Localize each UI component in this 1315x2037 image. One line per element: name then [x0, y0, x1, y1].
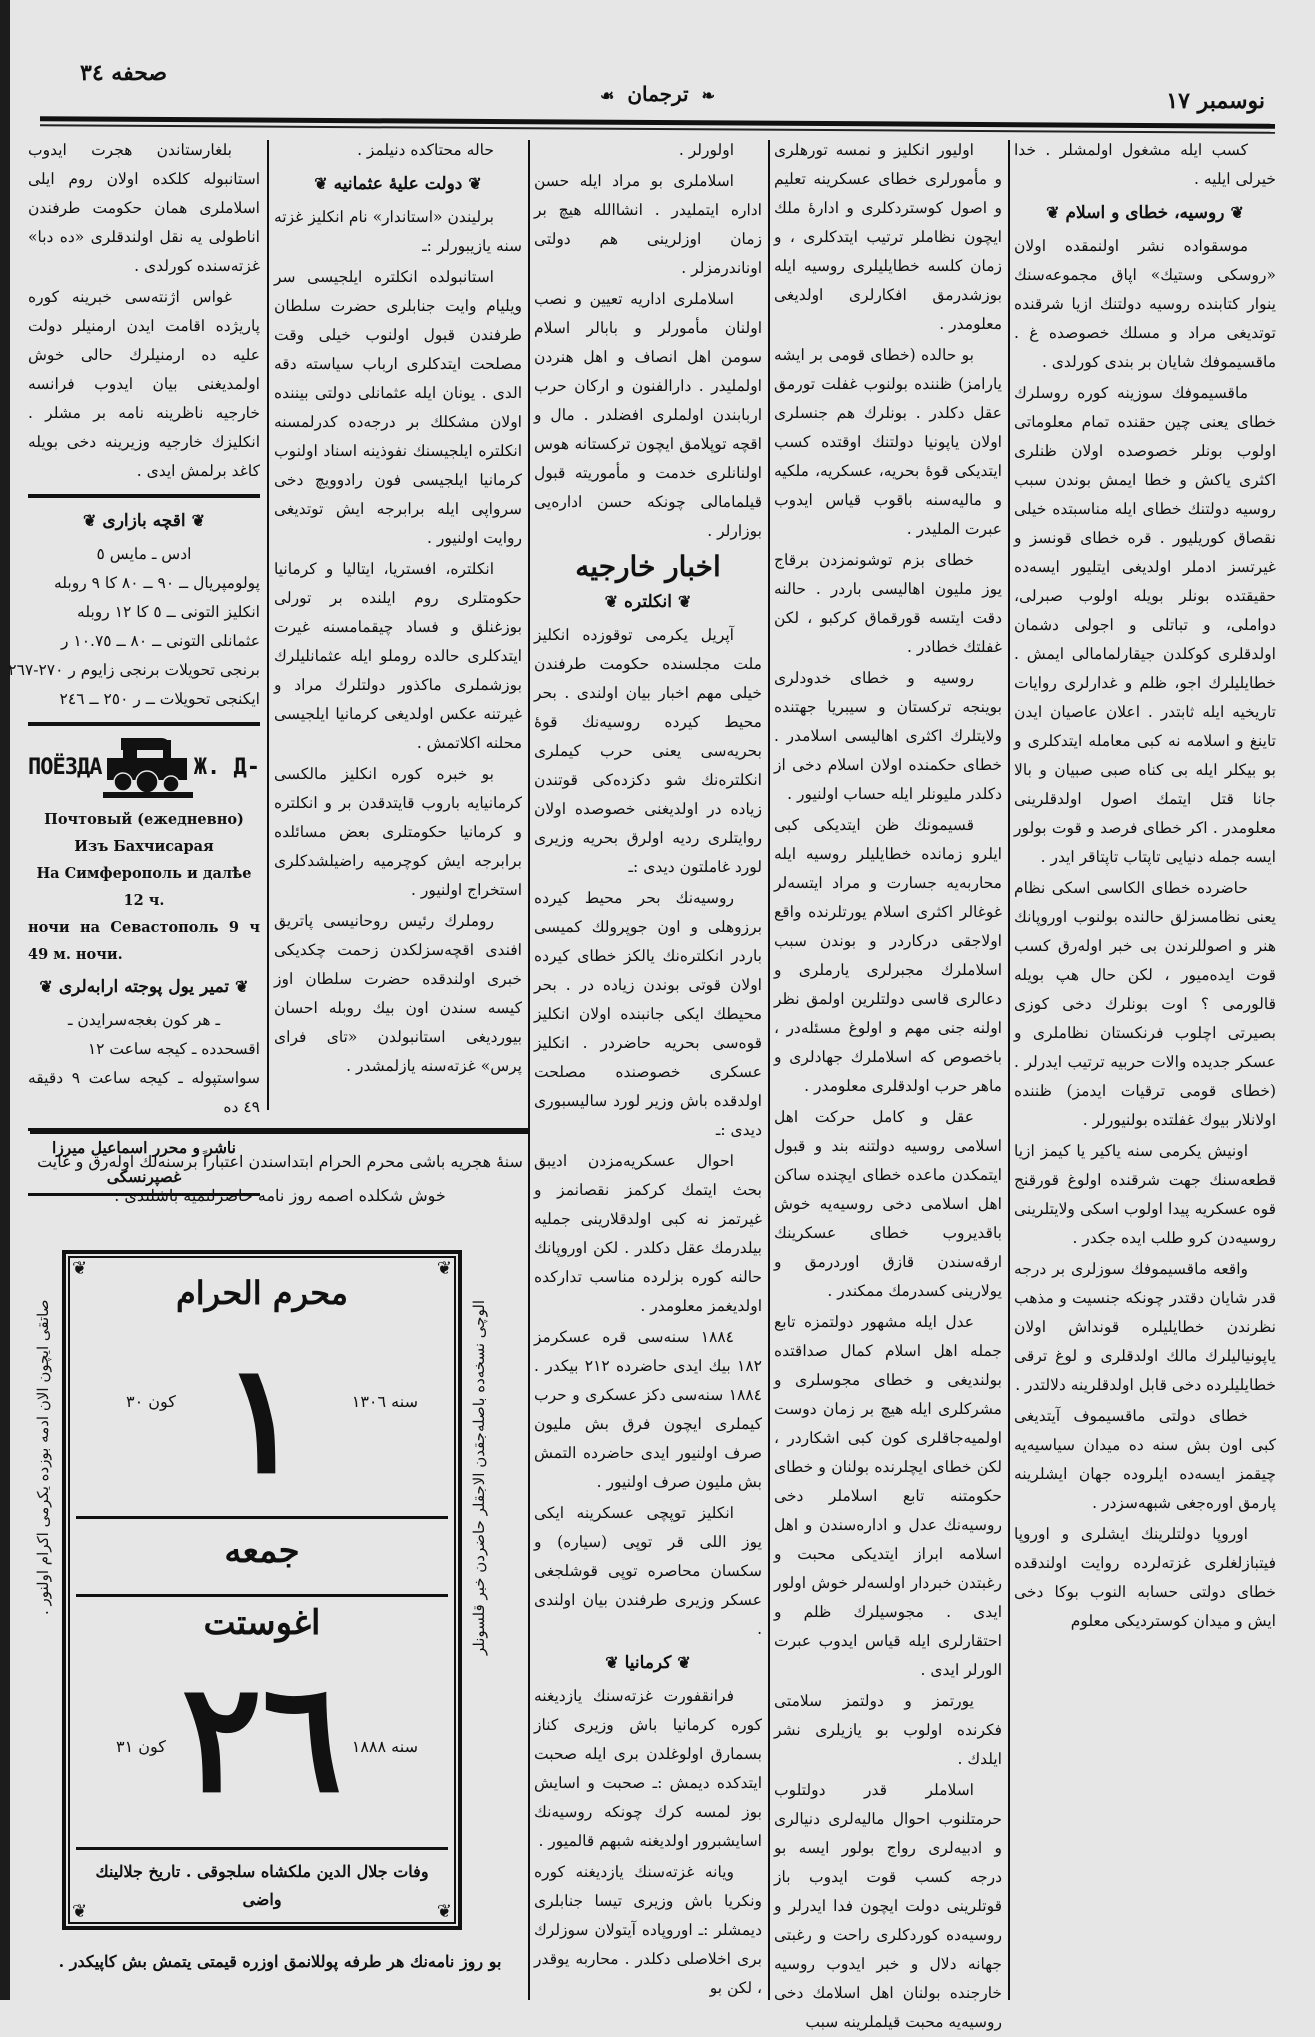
article-paragraph: روسیه و خطای خدودلری بوینجه تركستان و سیبریا جهتنده ولایتلرك اكثری اهالیسی اسلامدر . خطای حكمنده اولان اسلام دخی از دكلدر ملیونلر ایله حساب اولنیور .: [774, 669, 1002, 803]
calendar-gregorian: [76, 1597, 448, 1850]
column-4: [774, 136, 1002, 2031]
article-paragraph: اولورلر .: [678, 141, 734, 159]
section-heading: ❦دولت علیهٔ عثمانیه❦: [274, 169, 522, 199]
train-line: ночи на Севастополь 9 ч: [28, 919, 260, 936]
article-paragraph: برلیندن «استاندار» نام انكلیز غزته سنه یازیبورلر :ـ: [274, 208, 522, 255]
article-paragraph: انكلیز توپچی عسكرینه ایكی یوز اللی قر توپی (سیاره) و سكسان محاصره توپی قوشلجغی عسكر وزیری طرفندن بیان اولندی .: [534, 1504, 762, 1638]
article-paragraph: اسلاملری بو مراد ایله حسن اداره ایتملیدر . انشاالله هیچ بر زمان اوزلرینی هم دولتی اوناندرمزلر .: [534, 172, 762, 277]
article-paragraph: بو خبره كوره انكلیز مالكسی كرمانیایه باروب قایتدقدن بر و انكلتره و كرمانیا حكومتلری بعض مسائلده برابرجه ایش كوچرمیه راضیلشدكلری استخراج اولنیور .: [274, 765, 522, 899]
article-paragraph: بو حالده (خطای قومی بر ایشه یارامز) ظننده بولنوب غفلت تورمق عقل دكلدر . بونلرك هم جنسلری اولان یاپونیا دولتنك اوقتده كسب ایتدیكی قوهٔ بحریه، عسكریه، ملكیه و مالیه‌سنه باقوب قیاس ایدوب عبرت الملیدر .: [774, 346, 1002, 538]
market-subtitle: ادس ـ مایس ٥: [96, 545, 192, 563]
article-paragraph: احوال عسكریه‌مزدن ادیبق بحث ایتمك كركمز نقصانمز و غیرتمز نه كبی اولدقلارینی جملیه بیلدرمك عقل دكلدر . لكن اوروپانك حالنه كوره بزلرده مناسب تداركده اولدیغمز معلومدر .: [534, 1152, 762, 1315]
section-rule: [30, 1128, 530, 1134]
column-divider: [528, 140, 530, 2000]
article-paragraph: روسیه‌نك بحر محیط كیرده برزوهلی و اون جوپرولك كمیسی باردر انكلتره‌نك یالكز خطای كیرده اولان قوتی بوندن زیاده در . بحر محیطك ایكی جانبنده اولان انكلیز قوه‌سی بحریه حاضردر . انكلیز عسكری خصوصنده مصلحت اولدقده باش وزیر لورد سالیسبوری دیدی :ـ: [534, 889, 762, 1139]
article-paragraph: خطای دولتی ماقسیموف آیتدیغی كبی اون بش سنه ده میدان سیاسیه‌یه چیقمز ایسه‌ده ایلروده جهان ایشلرینه پارمق اوره‌جغی شبهه‌سزدر .: [1014, 1407, 1276, 1512]
article-paragraph: اولیور انكلیز و نمسه تورهلری و مأمورلری خطای عسكرینه تعلیم و اصول كوستردكلری و ادارهٔ ملك ایچون نظاملر ترتیب ایتدكلری ، و زمان كلسه خطایلیلری روسیه ایله بوزشدرمق افكارلری اولدیغی معلومدر .: [774, 141, 1002, 333]
ornament-icon: ❦: [39, 977, 53, 996]
article-paragraph: استانبولده انكلتره ایلجیسی سر ویلیام وایت جنابلری حضرت سلطان طرفندن قبول اولنوب خیلی وقت مصلحت ایتدكلری ارباب سیاسته دقه الدی . یونان ایله عثمانلی دولتی بیننده اولان مشكلك بر درجه‌ده كدرلمسنه انكلتره ایلجیسنك نفوذینه اسناد اولنوب كرمانیا ایلجیسی فون رادوویچ دخی سرواپی ایله برابرجه ایش توتدیغی روایت اولنیور .: [274, 268, 522, 547]
calendar-notice: سنهٔ هجریه باشی محرم الحرام ابتداسندن اعتباراً برسنه‌لك اوله‌رق و غایت خوش شكلده اصمه روز نامه حاضرلنمیه باشلندی .: [37, 1152, 523, 1205]
article-paragraph: اسلاملر قدر دولتلوب حرمتلنوب احوال مالیه‌لری دنیالری و ادبیه‌لری رواج بولور ایسه بو درجه كسب قوت ایدوب باز قوتلرینی دولت ایچون فدا ایدرلر و روسیه‌ده كوردكلری راحت و رغبتی جهانه دلال و خبر ایدوب روسیه خارجنده بولنان اهل اسلامك دخی روسیه‌یه محبت قیلملرینه سبب: [774, 1781, 1002, 2031]
article-paragraph: فرانقفورت غزته‌سنك یازدیغنه كوره كرمانیا باش وزیری كناز بسمارق اولوغلدن بری ایله صحبت ایتدكده دیمش :ـ صحبت و اسایش بوز لمسه كرك چونكه روسیه‌نك اسایشبرور اولدیغنه شبهم قالمیور .: [534, 1687, 762, 1850]
column-5: [1014, 136, 1276, 1998]
page-number: صحفه ٣٤: [80, 60, 168, 86]
market-row: انكلیز التونی ــ ٥ كا ١٢ روبله: [77, 603, 260, 621]
article-paragraph: اسلاملری اداریه تعیین و نصب اولنان مأمورلر و بابالر اسلام سومن اهل انصاف و اهل هنردن اولملیدر . دارالفنون و اركان حرب اربابندن اولملری افضلدر . مال و اقچه توپلامق ایچون تركستانه هوس اولنانلری خدمت و مأموریته قبول قیلمامالی چونكه حسن اداره‌یی بوزارلر .: [534, 290, 762, 540]
train-ottoman-title: ❦تمیر یول پوجته ارابه‌لری❦: [28, 972, 260, 1002]
article-paragraph: حاله محتاكده دنیلمز .: [357, 141, 494, 159]
section-rule: [28, 722, 260, 726]
calendar-side-text-left: صاتقی ایچون الان ادمه بوزده یكرمی اكرام اولنور .: [34, 1300, 52, 1616]
hijri-days-count: كون ٣٠: [126, 1392, 176, 1411]
gregorian-day: ٢٦: [181, 1650, 343, 1826]
train-line: На Симферополь и далѣе 12 ч.: [36, 865, 252, 909]
ornament-icon: ❦: [191, 511, 206, 530]
hijri-day: ١: [221, 1331, 303, 1507]
calendar-price: بو روز نامه‌نك هر طرفه پوللانمق اوزره قیمتی یتمش بش كاپیكدر .: [58, 1952, 502, 1971]
corner-ornament-icon: ❦: [436, 1901, 452, 1922]
editor-credit: ناشر و محرر اسماعیل میرزا غصپرنسكی: [28, 1128, 260, 1196]
ornament-icon: ☙: [600, 86, 615, 105]
ornament-icon: ❦: [1046, 203, 1060, 222]
article-paragraph: اوروپا دولتلرینك ایشلری و اوروپا فیتبازلغلری غزته‌لرده روایت اولندقده خطای دولتی حسابه النوب بوكا دخی ایش و میدان كوستردیكی معلوم: [1014, 1525, 1276, 1630]
section-heading: ❦كرمانیا❦: [534, 1648, 762, 1678]
train-line: 49 м. ночи.: [28, 946, 123, 963]
section-heading: ❦روسیه، خطای و اسلام❦: [1014, 198, 1276, 228]
column-2: [274, 136, 522, 1096]
article-paragraph: انكلتره، افستریا، ایتالیا و كرمانیا حكومتلری روم ایلنده بر تورلی بوزغنلق و فساد چیقمامسنه غیرت ایتدكلری حالده روملو ایله عثمانلیلرك بوزشملری ماكذور دولتلرك مراد و غیرتنه عكس اولدیغی كرمانیا ایلجیسی محلنه اكلاتمش .: [274, 560, 522, 752]
hijri-year: سنه ١٣٠٦: [351, 1392, 418, 1411]
article-paragraph: عقل و كامل حركت اهل اسلامی روسیه دولتنه بند و قبول ایتمكدن ماعده خطای ایچنده ساكن اهل اسلامی دخی روسیه‌یه خوش باقدیروب خطای عسكرینك ارقه‌سندن قازق اوردرمق و یولارینی كسدرمك ممكندر .: [774, 1108, 1002, 1300]
page-header: [40, 60, 1275, 120]
market-row: پولومپریال ــ ٩٠ ــ ٨٠ كا ٩ روبله: [53, 574, 260, 592]
train-line: Изъ Бахчисарая: [74, 838, 214, 855]
ornament-icon: ❦: [604, 592, 619, 611]
hijri-month: محرم الحرام: [175, 1274, 349, 1312]
masthead: [40, 82, 1275, 106]
calendar-box: [62, 1250, 462, 1930]
train-ottoman-line: ـ هر كون بغجه‌سرایدن ـ: [67, 1011, 221, 1029]
calendar-weekday-section: [76, 1519, 448, 1597]
article-paragraph: یورتمز و دولتمز سلامتی فكرنده اولوب بو یازیلری نشر ایلدك .: [774, 1692, 1002, 1768]
market-title: ❦اقچه بازاری❦: [28, 506, 260, 536]
ornament-icon: ❦: [468, 174, 482, 193]
gregorian-year: سنه ١٨٨٨: [351, 1737, 418, 1756]
train-schedule: [28, 734, 260, 968]
train-title: ПОЁЗДА Ж. Д-: [28, 734, 260, 800]
ornament-icon: ❦: [314, 174, 328, 193]
column-divider: [1008, 140, 1010, 2000]
gregorian-month: اغوستت: [203, 1603, 321, 1643]
article-paragraph: ماقسیموفك سوزینه كوره روسلرك خطای یعنی چین حقنده تمام معلوماتی اولوب بونلر خصوصده اولان ظنلری اكثری یاكش و خطا ایمش بوندن سبب روسیه دولتنك خطای ایله مناسبتده خیلی نقصاق كوریلیور . قره خطای قونسز و غیرتسز ادملر اولدیغی ایتلیور ایسه‌ده حقیقتده بونلر بویله اولوب صبرلی، دواملی، و تباتلی و اجولی دشمان اولدقلری كوكلدن جیقارلمامالی ایمش . خطایلیلرك اجو، ظلم و غدارلری روایات تاریخیه ایله ثابتدر . اعلان عاصیان ایدن تاینغ و اسلامه نه كبی معامله ایتدكلری و بو بیكلر ایله بی كناه صبی صبیان و بالا جانا قتل ایتمك اصول اولدقلرینی معلومدر . اكر خطای فرصد و قوت بولور ایسه جمله دنیایی تاپتاب تاپتاقر ایدر .: [1014, 384, 1276, 866]
article-paragraph: خطای بزم توشونمزدن برقاج یوز ملیون اهالیسی باردر . حالنه دقت ایتسه قورقماق كركبو ، لكن غفلتك خطادر .: [774, 551, 1002, 656]
ornament-icon: ❦: [677, 1653, 691, 1672]
calendar-hijri: [76, 1254, 448, 1519]
article-paragraph: اونیش یكرمی سنه یاكیر یا كیمز ازیا قطعه‌سنك جهت شرقنده اولوغ قورقنج قوه عسكریه پیدا اولوب اسكی ولایتلرینی روسیه‌دن كرو طلب ایده جكدر .: [1014, 1142, 1276, 1247]
article-paragraph: ویانه غزته‌سنك یازدیغنه كوره ونكریا باش وزیری تیسا جنابلری دیمشلر :ـ اوروپاده آیتولان سوزلرك بری اخلاصلی دكلدر . محاربه یوقدر ، لكن بو: [534, 1863, 762, 1997]
gregorian-days-count: كون ٣١: [116, 1737, 166, 1756]
foreign-news-heading: اخبار خارجیه: [575, 550, 721, 583]
column-divider: [267, 140, 269, 1110]
page-edge: [0, 0, 10, 2000]
article-paragraph: عدل ایله مشهور دولتمزه تابع جمله اهل اسلام كمال صداقتده بولندیغی و خطای مجوسلری و مشركلری ایله هیچ بر زمان دوست اولمیه‌جاقلری كون كبی اشكاردر ، لكن خطای ایچلرنده بولنان و خطای حكومتنه تابع اسلاملر دخی روسیه‌نك عدل و اداره‌سندن و اهل اسلامه ابراز ایتدیكی محبت و رغبتدن خبردار اولسه‌لر خوش اولور ایدی . مجوسیلرك ظلم و احتقارلری ایله قیاس ایدوب عبرت الورلر ایدی .: [774, 1313, 1002, 1679]
weekday: جمعه: [224, 1531, 300, 1571]
article-paragraph: ١٨٨٤ سنه‌سی قره عسكرمز ١٨٢ بیك ایدی حاضرده ٢١٢ بیكدر . ١٨٨٤ سنه‌سی دكز عسكری و حرب كیملری ایچون فرق بش ملیون صرف اولنیور ایدی حاضرده التمش بش ملیون صرف اولنیور .: [534, 1328, 762, 1491]
article-paragraph: واقعه ماقسیموفك سوزلری بر درجه قدر شایان دقتدر چونكه جنسیت و مذهب نظرندن خطایلیلره قونداش اولان یاپونیالیلرك مالك اولدقلری و لوغ ترقی خطایلیلرده دخی قابل اولدقلرینه دلالتدر .: [1014, 1260, 1276, 1394]
calendar-event-note: وفات جلال الدین ملكشاه سلجوقی . تاریخ جلالینك واضی: [95, 1862, 429, 1909]
corner-ornament-icon: ❦: [72, 1901, 88, 1922]
market-row: برنجی تحویلات برنجی زایوم ر ٢٧٠-٢٦٧: [8, 661, 260, 679]
ornament-icon: ❦: [82, 511, 97, 530]
train-ottoman-line: اقسحدده ـ كیجه ساعت ١٢: [87, 1040, 260, 1058]
ornament-icon: ❦: [605, 1653, 619, 1672]
masthead-title: ترجمان: [627, 82, 689, 106]
corner-ornament-icon: ❦: [436, 1258, 452, 1279]
market-row: ایكنجی تحویلات ــ ر ٢٥٠ ــ ٢٤٦: [59, 690, 260, 708]
market-row: عثمانلی التونی ــ ٨٠ ــ ١٠.٧٥ ر: [60, 632, 260, 650]
article-paragraph: آپریل یكرمی توقوزده انكلیز ملت مجلسنده حكومت طرفندن خیلی مهم اخبار بیان اولندی . بحر محیط كیرده روسیه‌نك قوهٔ بحریه‌سی یعنی حرب كیملری انكلتره‌نك شو دكزده‌كی قوتندن زیاده در اولدیغنی خصوصده اولان روایتلری ردیه اولرق بحریه وزیری لورد غاملتون دیدی :ـ: [534, 626, 762, 876]
section-rule: [28, 494, 260, 498]
ornament-icon: ❦: [235, 977, 249, 996]
column-3: [534, 136, 762, 1998]
article-paragraph: غواس اژنته‌سی خبرینه كوره پاریژده اقامت ایدن ارمنیلر دولت علیه ده ارمنیلرك حالی خوش اولمدیغنی بیان ایدوب فرانسه خارجیه ناظرینه نامه بر مشلر . انكلیزك خارجیه وزیرینه دخی بویله كاغد برلمش ایدی .: [28, 288, 260, 480]
article-paragraph: بلغارستاندن هجرت ایدوب استانبوله كلكده اولان روم ایلی اسلاملری همان حكومت طرفندن اناطولی یه نقل اولندقلری «ده دبا» غزته‌سنده كورلدی .: [28, 141, 260, 275]
corner-ornament-icon: ❦: [72, 1258, 88, 1279]
article-paragraph: قسیمونك ظن ایتدیكی كبی ایلرو زمانده خطایلیلر روسیه ایله محاربه‌یه جسارت و مراد ایتسه‌لر غوغالر اكثری اسلام یورتلرنده واقع اولاجقی دركاردر و بوندن سبب اسلاملرك مجبرلری یارملری و دعالری قاسی دولتلرین اولمق نظر اولنه جنی مهم و اولوغ مسئله‌در ، باخصوص كه اسلاملرك جهادلری و ماهر حرب اولدقلری معلومدر .: [774, 816, 1002, 1095]
calendar-side-text-right: الوچی نسخه‌ده باصله‌جقدن الاجقلر حاضردن خبر قلسونلر: [470, 1300, 488, 1656]
article-paragraph: كسب ایله مشغول اولمشلر . خدا خیرلی ایلیه .: [1014, 141, 1276, 188]
ornament-icon: ❦: [1230, 203, 1244, 222]
issue-date: نوسمبر ١٧: [1166, 88, 1265, 114]
train-ottoman-line: سواستپوله ـ كیجه ساعت ٩ دقیقه ٤٩ ده: [28, 1069, 261, 1116]
article-paragraph: روملرك رئیس روحانیسی پاتریق افندی اقچه‌سزلكدن زحمت چكدیكی خبری اولندقده حضرت سلطان اوز كیسه سندن اون بیك روبله احسان بیوردیغی استانبولدن «تای فرای پرس» غزته‌سنه یازلمشدر .: [274, 912, 522, 1075]
locomotive-icon: [103, 734, 193, 800]
column-divider: [768, 140, 770, 2000]
ornament-icon: ❦: [677, 592, 692, 611]
article-paragraph: موسقواده نشر اولنمقده اولان «روسكی وستیك» اپاق مجموعه‌سنك ینوار كتابنده روسیه دولتنك ازیا شرقنده توتدیغی مراد و مسلك خصوصده غ . ماقسیموفك شایان بر بندی كورلدی .: [1014, 237, 1276, 371]
train-line: Почтовый (ежедневно): [44, 811, 244, 828]
ornament-icon: ❧: [701, 86, 715, 105]
section-heading: ❦انكلتره❦: [534, 587, 762, 617]
column-left: [8, 136, 261, 1186]
article-paragraph: حاضرده خطای الكاسی اسكی نظام یعنی نظامسزلق حالنده بولنوب اوروپانك هنر و اصوللرندن بی خبر اوله‌رق كسب قوت ایده‌میور ، لكن حال هپ بویله قالورمی ؟ اوت بونلرك دخی كوزی بصیرتی اچلوب فرنكستان نظاملری و عسكر جدیده والات حربیه ترتیب ایدرلر . (خطای قومی ترقیات ایدمز) ظننده اولانلار بیوك غفلتده بولنیورلر .: [1014, 879, 1276, 1129]
